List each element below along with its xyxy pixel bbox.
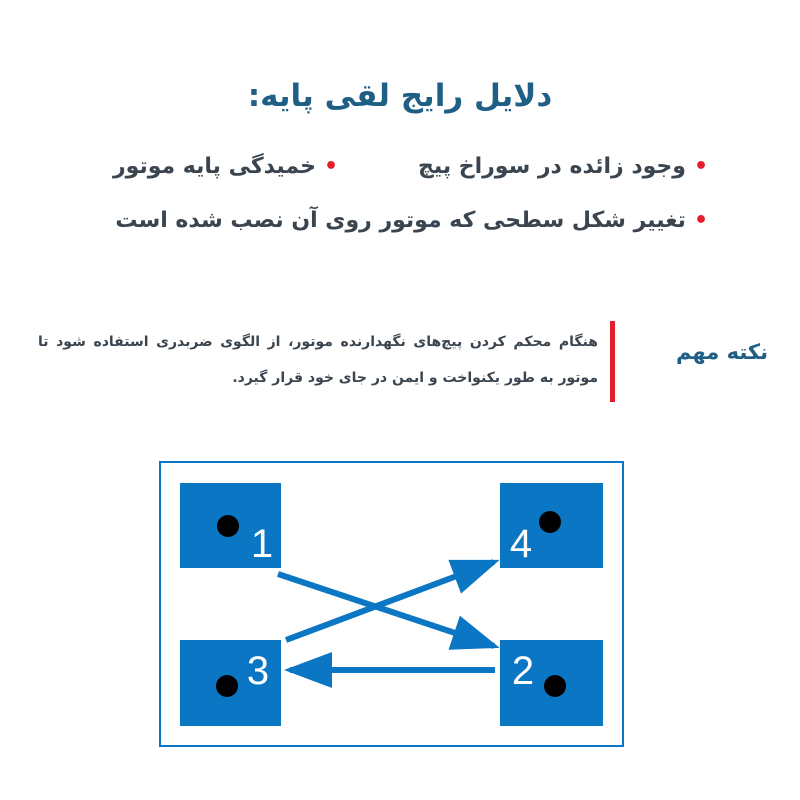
note-text: هنگام محکم کردن پیچ‌های نگهدارنده موتور، از الگوی ضربدری استفاده شود تا موتور به طور یکنواخت و ایمن در جای خود قرار گیرد. [38, 334, 598, 386]
cause-text: خمیدگی پایه موتور [113, 154, 316, 179]
bolt-hole-icon [217, 515, 239, 537]
pad-label-2: 2 [511, 649, 535, 693]
arrow-1-to-2 [278, 574, 494, 646]
bolt-hole-icon [544, 675, 566, 697]
pad-label-4: 4 [509, 522, 533, 566]
note-label: نکته مهم [675, 340, 768, 364]
bolt-pad-1 [180, 483, 281, 568]
bullet-dot-icon: • [693, 154, 708, 179]
cause-text: وجود زائده در سوراخ پیچ [417, 154, 686, 179]
bolt-pad-2 [500, 640, 603, 726]
pad-label-3: 3 [246, 649, 270, 693]
cause-text: تغییر شکل سطحی که موتور روی آن نصب شده است [115, 208, 686, 233]
bullet-dot-icon: • [323, 154, 338, 179]
arrow-3-to-4 [286, 562, 494, 640]
page-title: دلایل رایج لقی پایه: [247, 78, 553, 114]
pad-label-1: 1 [250, 522, 274, 566]
bolt-hole-icon [539, 511, 561, 533]
bolt-pad-3 [180, 640, 281, 726]
bullet-dot-icon: • [693, 208, 708, 233]
bolt-pad-4 [500, 483, 603, 568]
bolt-hole-icon [216, 675, 238, 697]
